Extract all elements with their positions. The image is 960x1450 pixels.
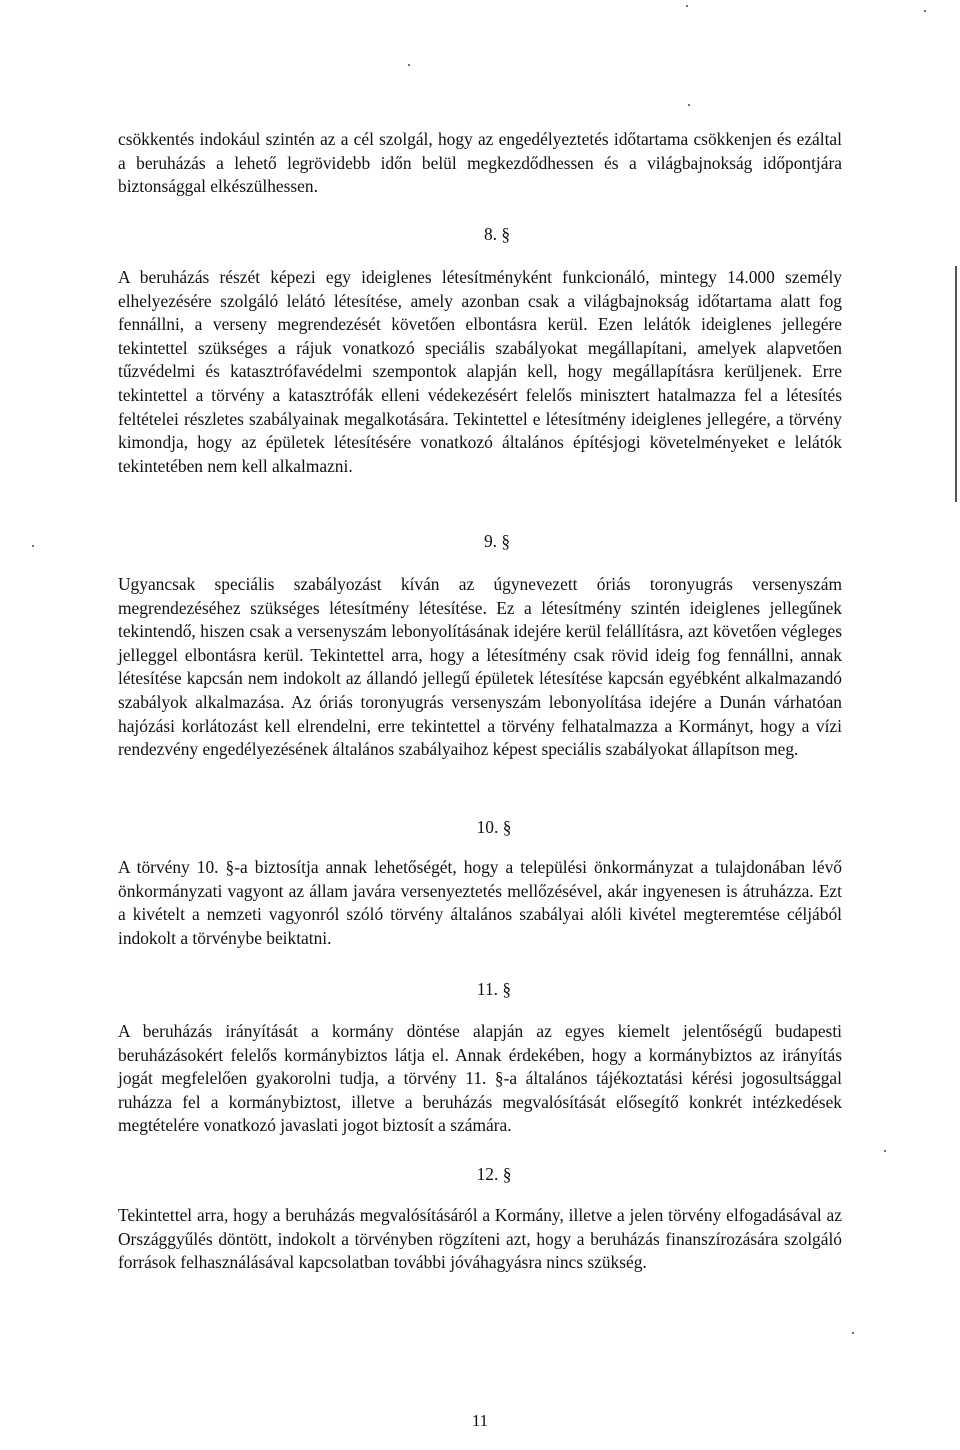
scan-speck — [688, 104, 690, 106]
section-heading-11 — [0, 979, 960, 1000]
section-heading-10 — [0, 817, 960, 838]
paragraph-section-9: Ugyancsak speciális szabályozást kíván az úgynevezett óriás toronyugrás versenyszám megrendezéséhez szükséges létesítmény létesítése. Ez a létesítmény szintén ideiglenes jellegűnek tekintendő, hiszen csak a versenyszám lebonyolításának idejére kerül felállításra, azt követően végleges jelleggel elbontásra kerül. Tekintettel arra, hogy a létesítmény csak rövid ideig fog fennállni, annak létesítése kapcsán nem indokolt az állandó jellegű épületek létesítése kapcsán egyébként alkalmazandó szabályok alkalmazása. Az óriás toronyugrás versenyszám lebonyolítása idejére a Dunán várhatóan hajózási korlátozást kell elrendelni, erre tekintettel a törvény felhatalmazza a Kormányt, hogy a vízi rendezvény engedélyezésének általános szabályaihoz képest speciális szabályokat állapítson meg. — [118, 574, 842, 760]
scan-speck — [686, 5, 688, 7]
scan-speck — [884, 1150, 886, 1152]
scan-speck — [924, 10, 926, 12]
page-number: 11 — [471, 1411, 489, 1430]
section-heading-10-label: 10. § — [476, 817, 512, 837]
section-heading-12 — [0, 1164, 960, 1185]
scan-speck — [852, 1332, 854, 1334]
paragraph-section-12: Tekintettel arra, hogy a beruházás megvalósításáról a Kormány, illetve a jelen törvény elfogadásával az Országgyűlés döntött, indokolt a törvényben rögzíteni azt, hogy a beruházás finanszírozására szolgáló források felhasználásával kapcsolatban további jóváhagyásra nincs szükség. — [118, 1205, 842, 1273]
scan-speck — [408, 64, 410, 66]
scan-speck — [32, 545, 34, 547]
revision-margin-bar — [955, 266, 957, 502]
paragraph-section-11: A beruházás irányítását a kormány döntése alapján az egyes kiemelt jelentőségű budapesti beruházásokért felelős kormánybiztos látja el. Annak érdekében, hogy a kormánybiztos az irányítás jogát megfelelően gyakorolni tudja, a törvény 11. §-a általános tájékoztatási kérési jogosultsággal ruházza fel a kormánybiztost, illetve a beruházás megvalósítását elősegítő konkrét intézkedések megtételére vonatkozó javaslati jogot biztosít a számára. — [118, 1021, 842, 1136]
paragraph-intro: csökkentés indokául szintén az a cél szolgál, hogy az engedélyeztetés időtartama csökkenjen és ezáltal a beruházás a lehető legrövidebb időn belül megkezdődhessen és a világbajnokság időpontjára biztonsággal elkészülhessen. — [118, 129, 842, 197]
section-heading-9-label: 9. § — [483, 531, 511, 551]
section-heading-8 — [0, 224, 960, 245]
paragraph-section-10: A törvény 10. §-a biztosítja annak lehetőségét, hogy a települési önkormányzat a tulajdonában lévő önkormányzati vagyont az állam javára versenyeztetés mellőzésével, akár ingyenesen is átruházza. Ezt a kivételt a nemzeti vagyonról szóló törvény általános szabályai alóli kivétel megteremtése céljából indokolt a törvénybe beiktatni. — [118, 857, 842, 948]
section-heading-8-label: 8. § — [483, 224, 511, 244]
section-heading-11-label: 11. § — [476, 979, 512, 999]
paragraph-section-8: A beruházás részét képezi egy ideiglenes létesítményként funkcionáló, mintegy 14.000 személy elhelyezésére szolgáló lelátó létesítése, amely azonban csak a világbajnokság időtartama alatt fog fennállni, a verseny megrendezését követően elbontásra kerül. Ezen lelátók ideiglenes jellegére tekintettel szükséges a rájuk vonatkozó speciális szabályokat megállapítani, amelyek alapvetően tűzvédelmi és katasztrófavédelmi szempontok alapján kell, hogy megállapításra kerüljenek. Erre tekintettel a törvény a katasztrófák elleni védekezésért felelős minisztert hatalmazza fel a létesítés feltételei részletes szabályainak megalkotására. Tekintettel e létesítmény ideiglenes jellegére, a törvény kimondja, hogy az épületek létesítésére vonatkozó általános építésjogi követelményeket e lelátók tekintetében nem kell alkalmazni. — [118, 267, 842, 476]
section-heading-9 — [0, 531, 960, 552]
section-heading-12-label: 12. § — [476, 1164, 512, 1184]
